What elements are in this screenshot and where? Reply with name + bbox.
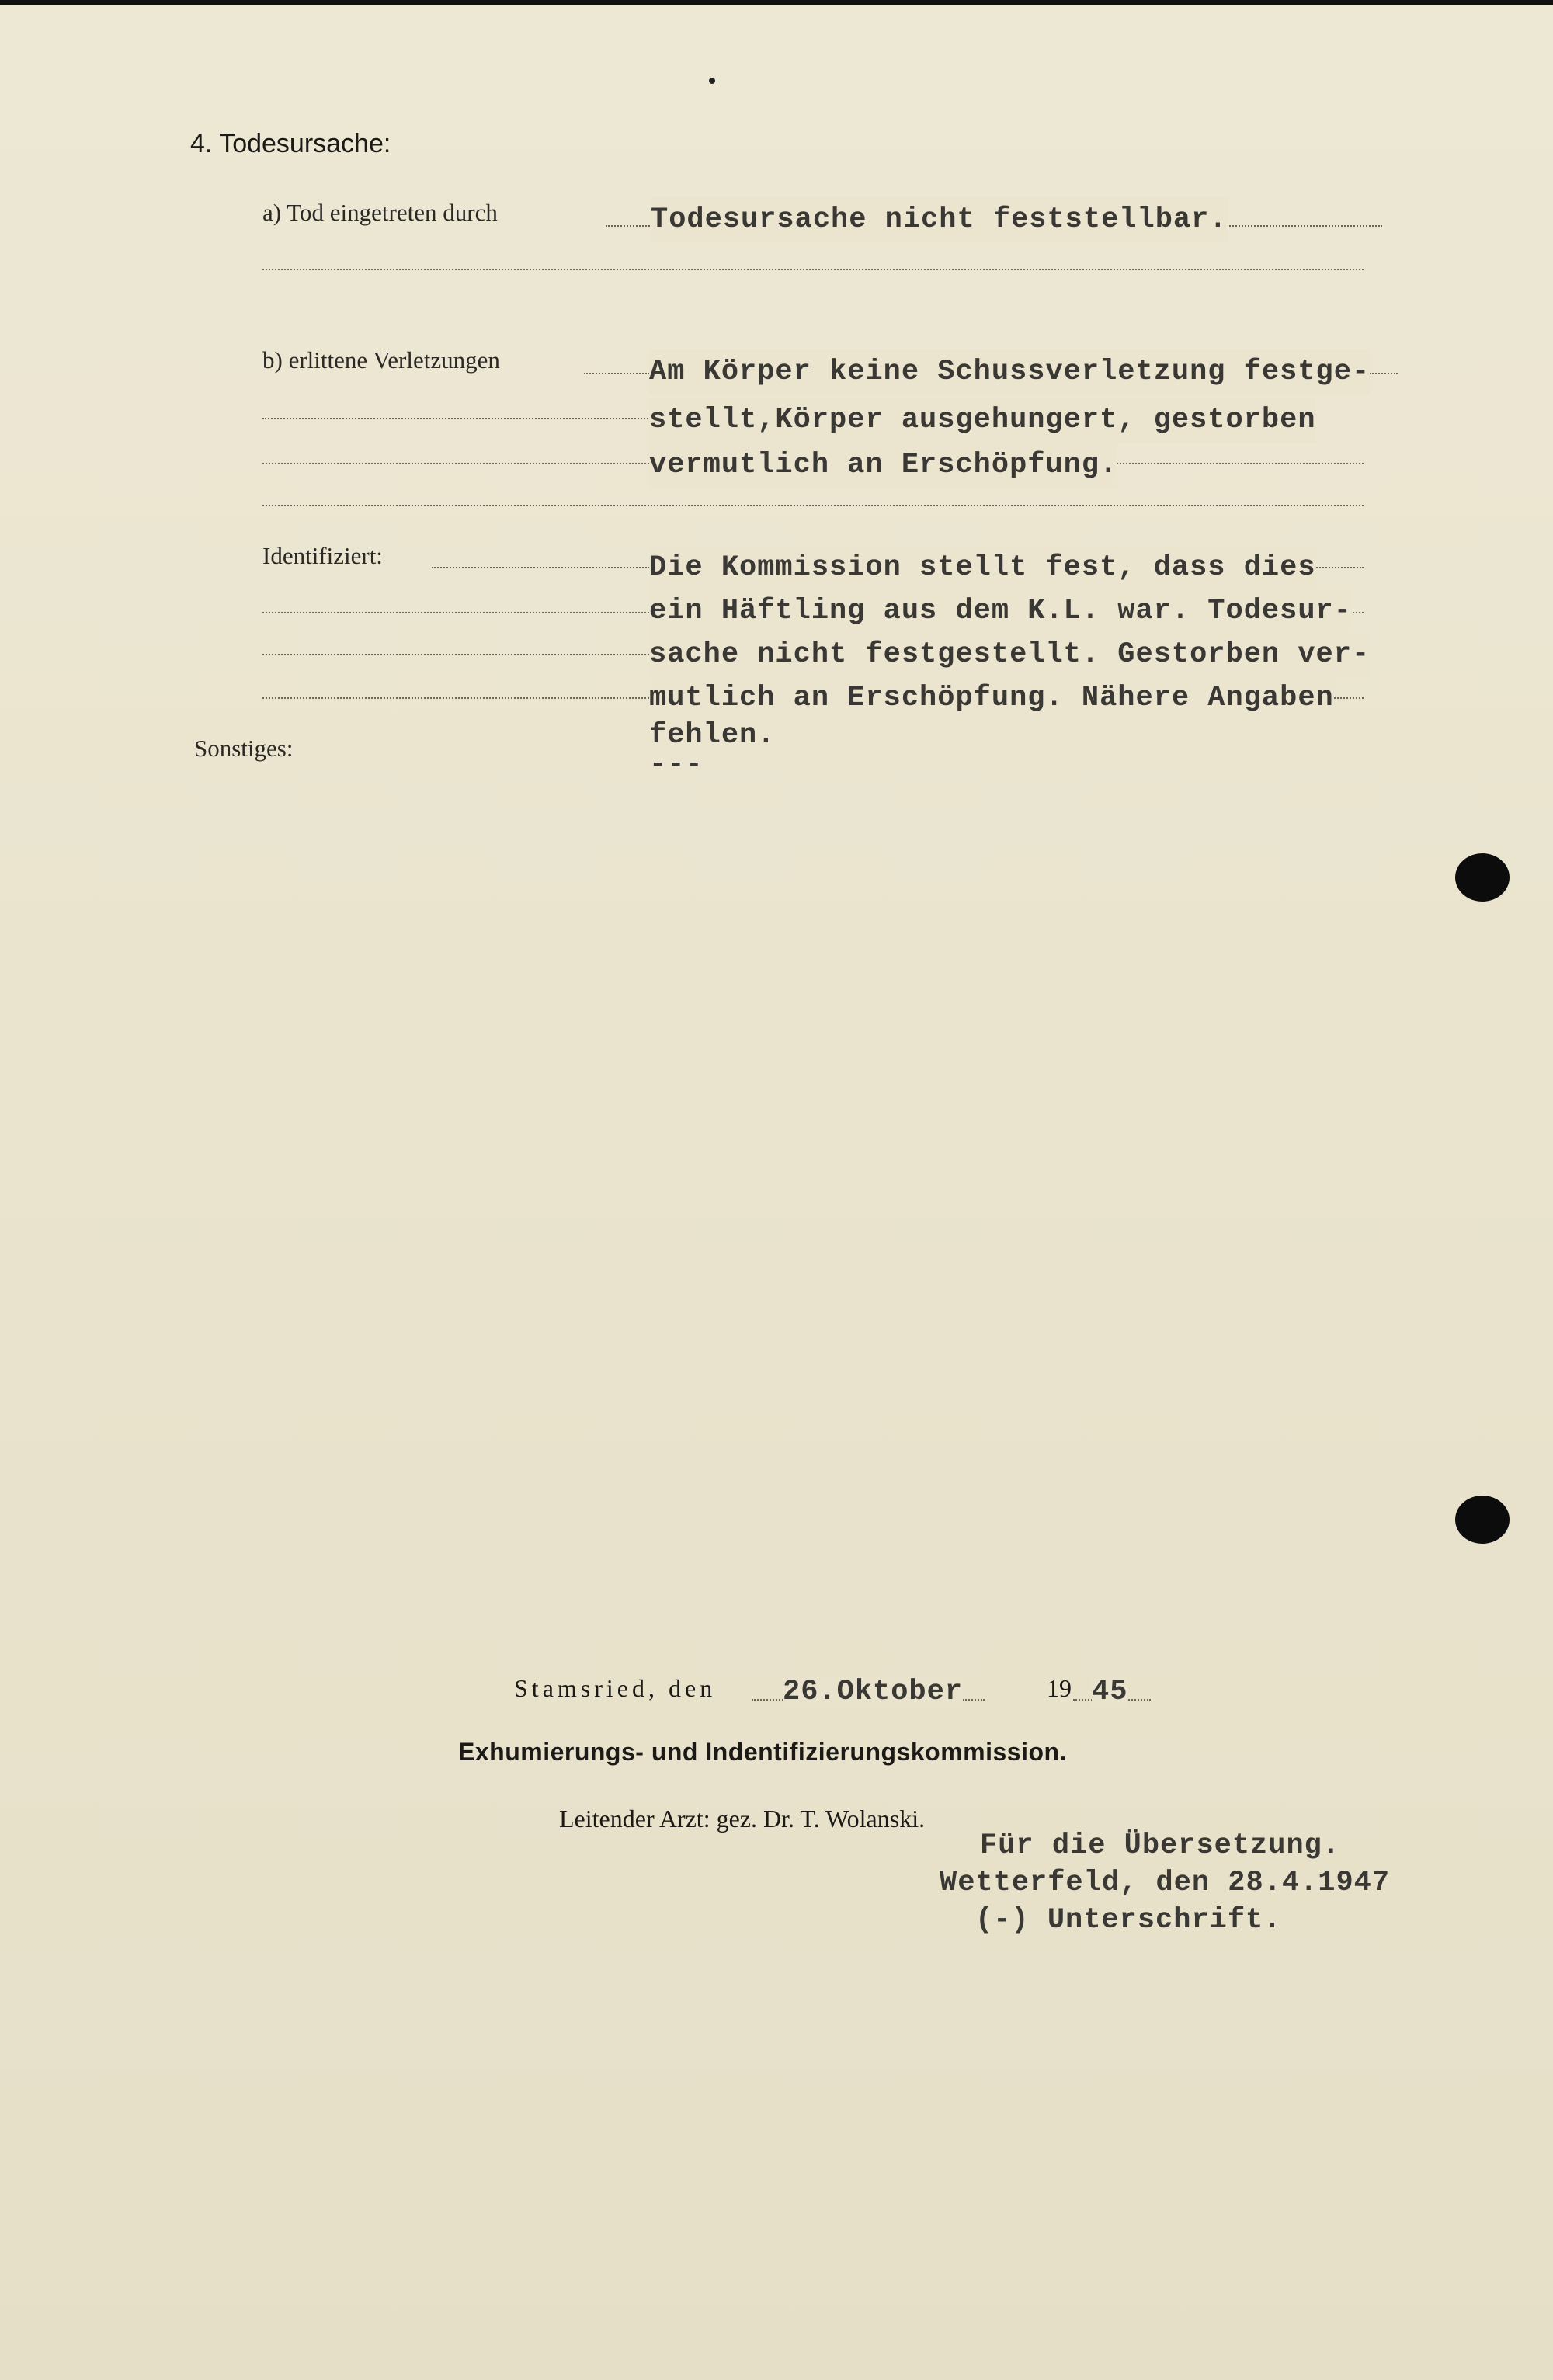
leader-dots	[262, 505, 1364, 506]
sonstiges-label: Sonstiges:	[194, 735, 294, 762]
ink-speck	[709, 78, 715, 84]
identifiziert-line: Die Kommission stellt fest, dass dies	[649, 545, 1316, 590]
field-a-value: Todesursache nicht feststellbar.	[651, 197, 1228, 242]
translation-line: (-) Unterschrift.	[975, 1904, 1282, 1937]
field-a-label: a) Tod eingetreten durch	[262, 199, 498, 226]
field-b-line: Am Körper keine Schussverletzung festge-	[649, 349, 1370, 394]
translation-line: Wetterfeld, den 28.4.1947	[940, 1867, 1391, 1899]
commission-name: Exhumierungs- und Indentifizierungskommission.	[458, 1738, 1067, 1766]
translation-line: Für die Übersetzung.	[980, 1829, 1341, 1862]
year-suffix: 45	[1092, 1676, 1128, 1708]
place-label: Stamsried, den	[514, 1674, 717, 1702]
identifiziert-line: fehlen.	[649, 719, 776, 752]
field-b-line: stellt,Körper ausgehungert, gestorben	[649, 398, 1316, 443]
field-b-label: b) erlittene Verletzungen	[262, 346, 500, 374]
leader-dots	[262, 269, 1364, 270]
leitender-arzt-line: Leitender Arzt: gez. Dr. T. Wolanski.	[559, 1805, 926, 1833]
punch-hole	[1455, 1496, 1510, 1544]
section-heading: 4. Todesursache:	[190, 129, 391, 158]
identifiziert-line: ein Häftling aus dem K.L. war. Todesur-	[649, 589, 1352, 634]
identifiziert-label: Identifiziert:	[262, 542, 383, 569]
identifiziert-line: ---	[649, 749, 704, 781]
punch-hole	[1455, 853, 1510, 902]
identifiziert-line: sache nicht festgestellt. Gestorben ver-	[649, 632, 1370, 677]
field-b-line: vermutlich an Erschöpfung.	[649, 443, 1117, 488]
date-value: 26.Oktober	[783, 1676, 964, 1708]
year-prefix: 19	[1047, 1674, 1072, 1702]
leader-dots	[262, 418, 651, 419]
place-line	[514, 1674, 716, 1703]
identifiziert-line: mutlich an Erschöpfung. Nähere Angaben	[649, 676, 1334, 721]
